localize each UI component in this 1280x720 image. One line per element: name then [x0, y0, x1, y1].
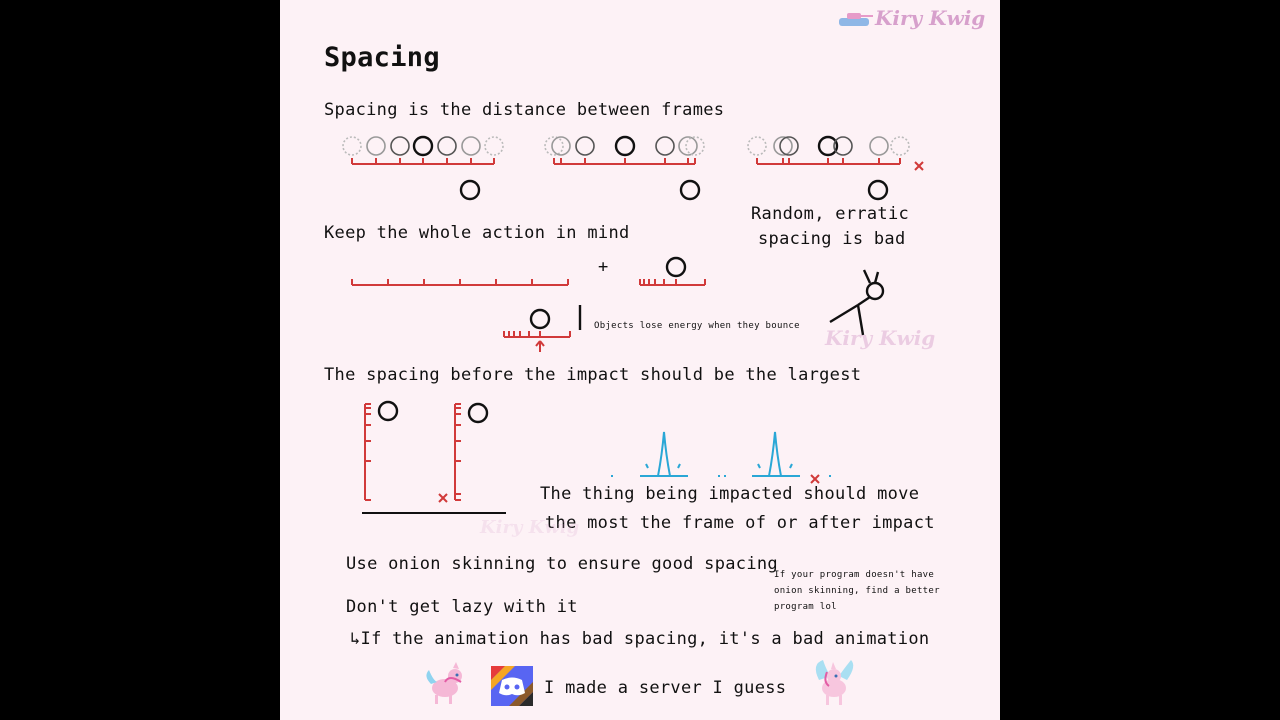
- section-heading-distance: Spacing is the distance between frames: [324, 100, 725, 120]
- onion-tip-line3: program lol: [774, 602, 837, 612]
- infographic-panel: [280, 0, 1000, 720]
- impacted-note-line2: the most the frame of or after impact: [545, 513, 935, 533]
- bad-animation-note: ↳If the animation has bad spacing, it's a bad animation: [350, 629, 930, 649]
- bounce-timeline-short: [640, 258, 705, 285]
- server-note: I made a server I guess: [544, 678, 787, 698]
- lazy-note: Don't get lazy with it: [346, 597, 578, 617]
- ease-spacing-example: [545, 137, 704, 199]
- impact-x-mark: [811, 475, 819, 483]
- even-spacing-example: [343, 137, 503, 199]
- impact-splash-2: [718, 432, 831, 476]
- watermark-text: Kiry Kwig: [875, 6, 986, 30]
- spacing-diagrams: [280, 0, 1000, 720]
- random-note-line2: spacing is bad: [758, 229, 906, 249]
- impacted-note-line1: The thing being impacted should move: [540, 484, 920, 504]
- plus-sign: +: [598, 257, 609, 277]
- page-title: Spacing: [324, 42, 440, 73]
- erratic-spacing-example: [748, 137, 923, 199]
- watermark-faint-lower: Kiry Kwig: [480, 517, 580, 538]
- section-heading-largest: The spacing before the impact should be the largest: [324, 365, 862, 385]
- section-heading-whole-action: Keep the whole action in mind: [324, 223, 630, 243]
- drop-chart-2: [362, 404, 506, 513]
- watermark-faint-middle: Kiry Kwig: [825, 326, 936, 350]
- whole-action-timeline: [352, 279, 568, 285]
- onion-tip-line2: onion skinning, find a better: [774, 586, 940, 596]
- onion-note: Use onion skinning to ensure good spacing: [346, 554, 778, 574]
- onion-tip-line1: If your program doesn't have: [774, 570, 935, 580]
- drop-chart-1: [365, 402, 447, 502]
- bounce-timeline-small: [504, 305, 580, 352]
- impact-splash-1: [611, 432, 688, 476]
- bounce-note: Objects lose energy when they bounce: [594, 321, 800, 331]
- random-note-line1: Random, erratic: [751, 204, 910, 224]
